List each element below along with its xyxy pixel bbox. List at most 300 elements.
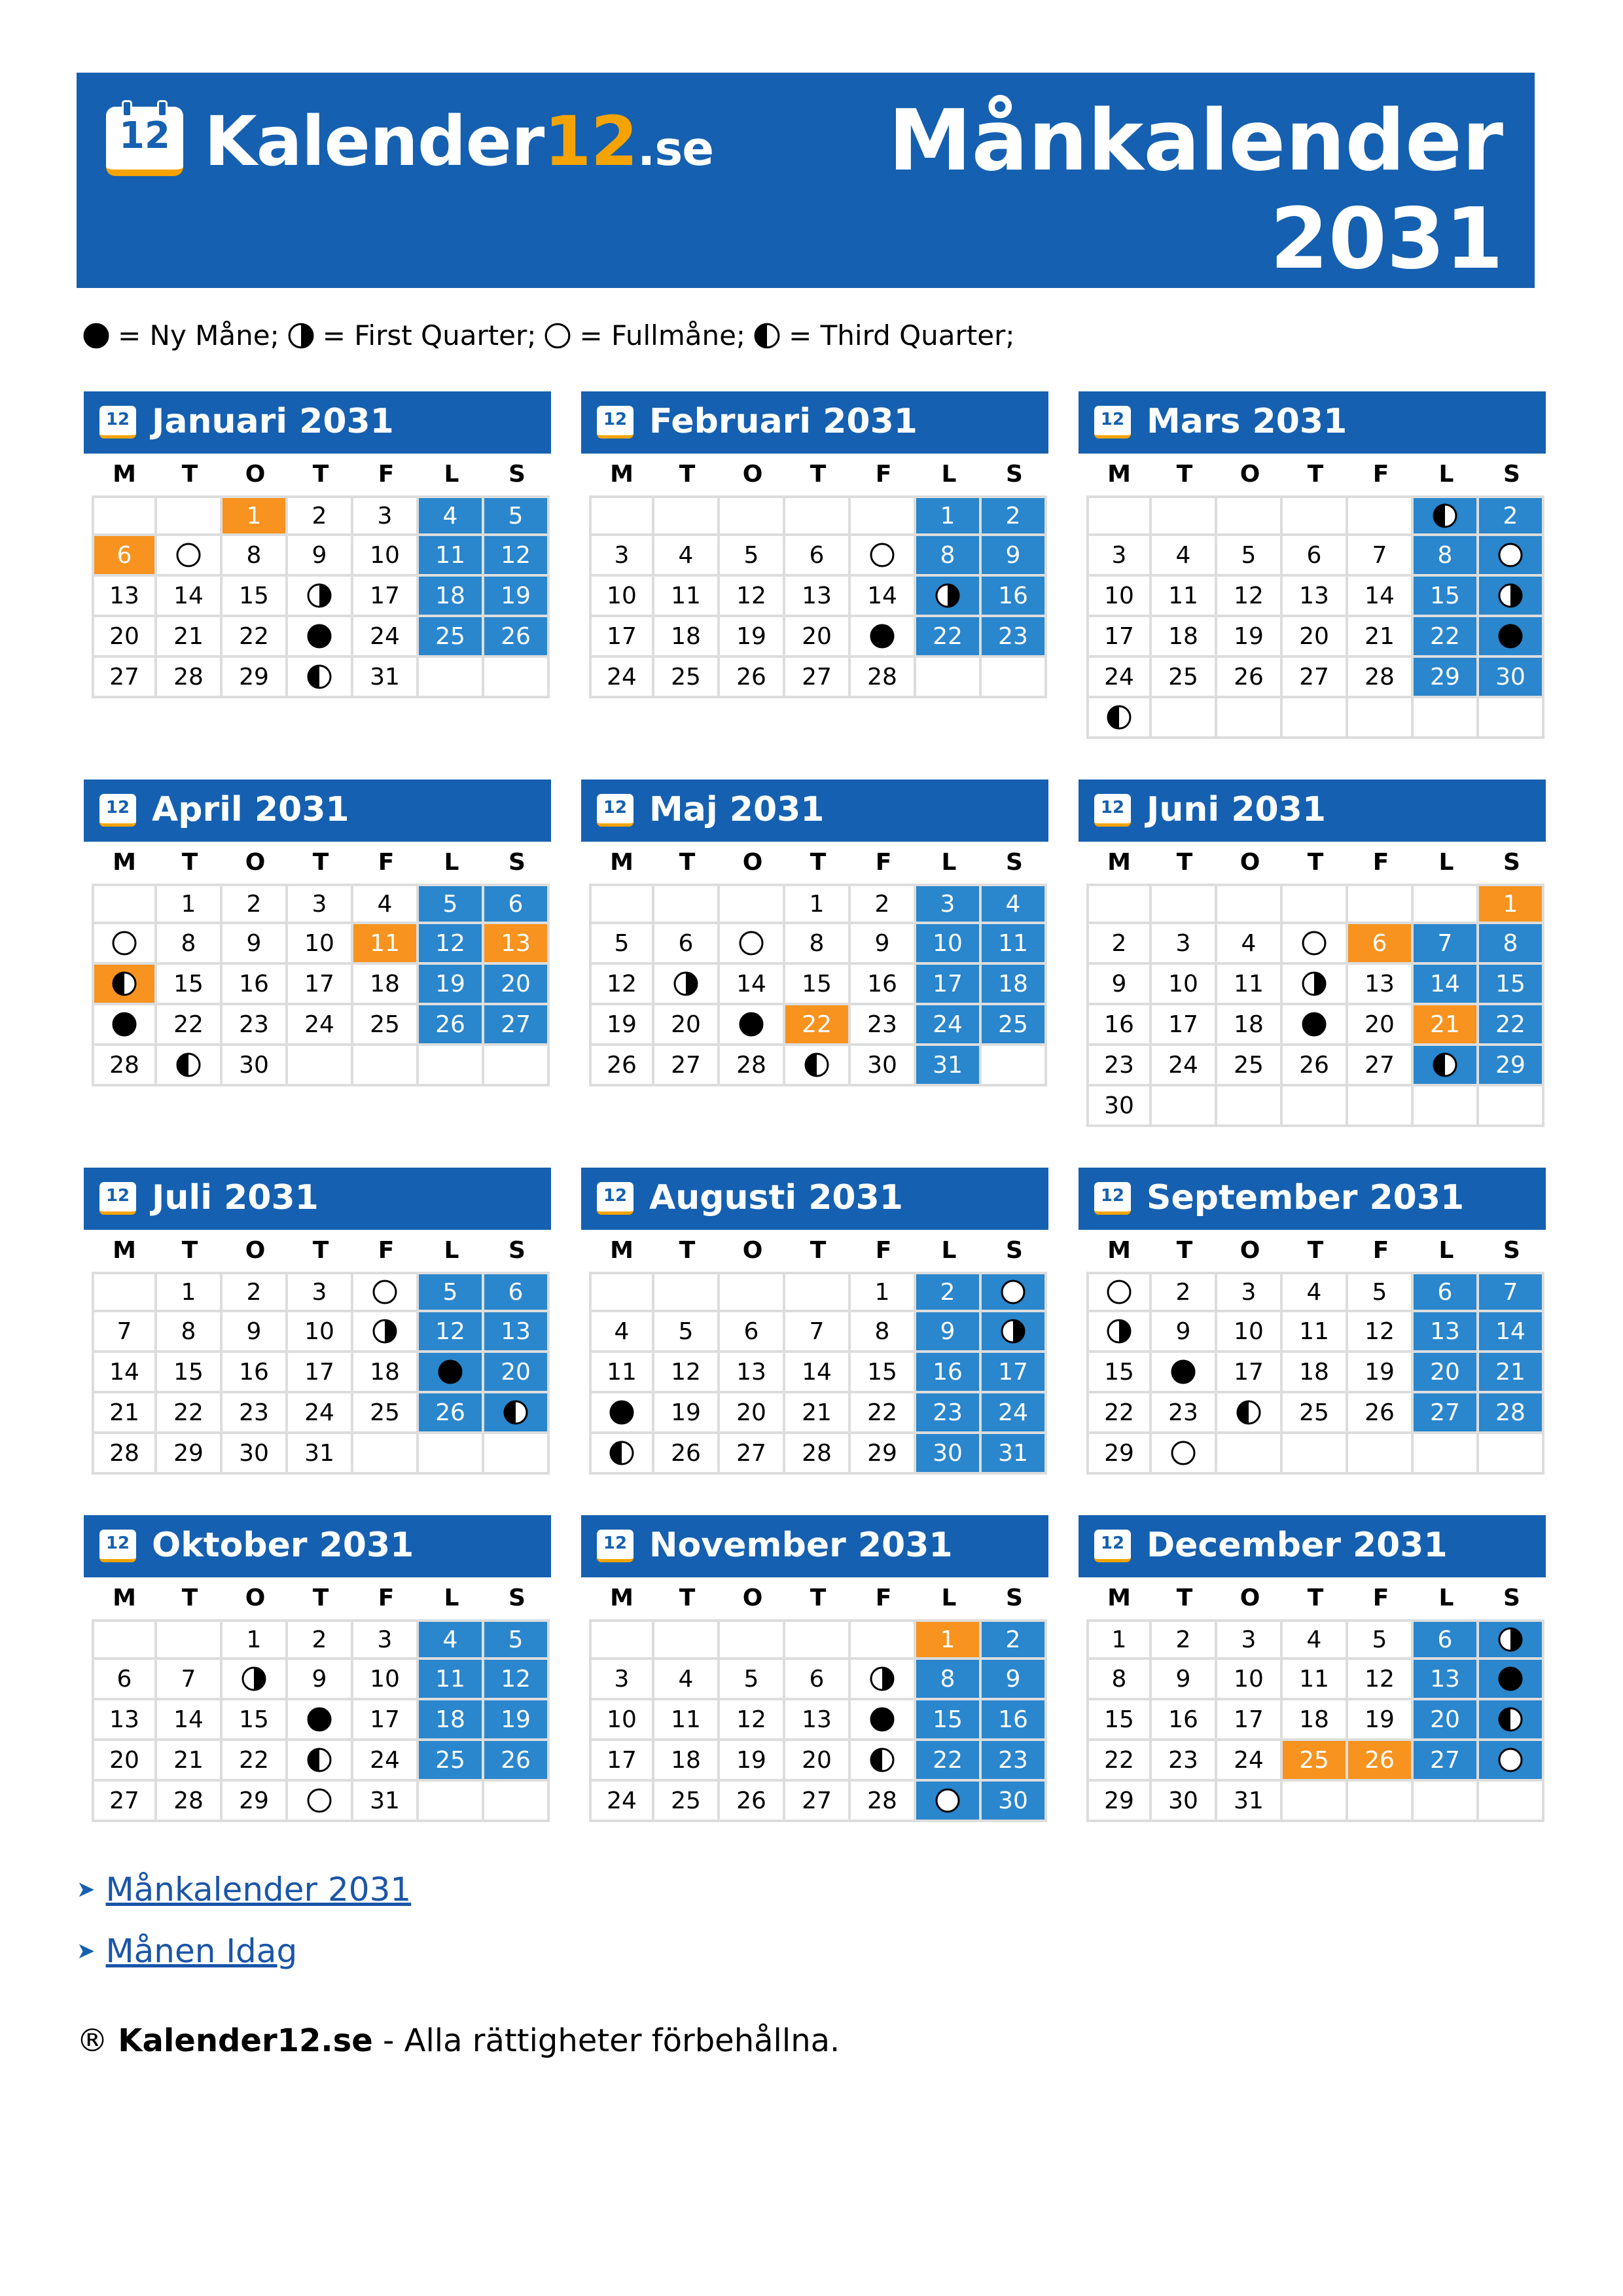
day-cell: 31 [916, 1046, 982, 1086]
empty-cell [484, 1782, 550, 1822]
day-cell: 23 [916, 1393, 982, 1434]
weekday-label: F [875, 849, 892, 876]
day-grid [1086, 884, 1546, 1127]
day-cell: 11 [353, 924, 419, 965]
day-cell: 18 [419, 1700, 484, 1741]
day-cell: 22 [851, 1393, 916, 1434]
empty-cell [1217, 1434, 1283, 1475]
empty-cell [1283, 495, 1348, 536]
day-cell: 9 [1086, 965, 1152, 1005]
day-cell: 9 [288, 1660, 353, 1700]
weekday-label: T [312, 1585, 329, 1611]
day-cell [720, 1005, 785, 1046]
calendar-icon: 12 [1094, 1530, 1131, 1562]
weekday-header-row [1079, 1230, 1546, 1272]
day-cell: 10 [1086, 577, 1152, 617]
first-quarter-icon [869, 1666, 895, 1692]
day-cell: 24 [288, 1005, 353, 1046]
empty-cell [589, 884, 654, 924]
arrow-right-icon: ➤ [77, 1876, 96, 1903]
day-cell: 18 [1283, 1353, 1348, 1393]
day-cell [419, 1353, 484, 1393]
day-cell: 1 [1479, 884, 1544, 924]
day-cell: 1 [851, 1272, 916, 1312]
first-quarter-icon [1106, 1318, 1132, 1344]
empty-cell [419, 1046, 484, 1086]
day-cell: 20 [1348, 1005, 1414, 1046]
day-grid [589, 495, 1048, 698]
empty-cell [1283, 1434, 1348, 1475]
day-cell: 19 [720, 617, 785, 658]
day-cell [288, 617, 353, 658]
day-cell: 13 [92, 1700, 157, 1741]
day-cell: 11 [982, 924, 1047, 965]
day-cell: 19 [484, 577, 550, 617]
day-cell: 13 [1414, 1660, 1479, 1700]
day-cell: 7 [785, 1312, 851, 1353]
weekday-label: T [1176, 461, 1193, 488]
third-quarter-icon [306, 1747, 332, 1773]
day-cell: 10 [1217, 1312, 1283, 1353]
month-header [581, 391, 1048, 454]
day-cell: 28 [92, 1434, 157, 1475]
empty-cell [982, 1046, 1047, 1086]
day-cell: 17 [288, 965, 353, 1005]
day-cell: 20 [92, 617, 157, 658]
month-title: November 2031 [649, 1526, 953, 1565]
day-cell: 27 [92, 1782, 157, 1822]
day-cell: 8 [157, 924, 223, 965]
day-cell: 6 [785, 1660, 851, 1700]
empty-cell [1348, 1086, 1414, 1127]
day-cell: 14 [157, 1700, 223, 1741]
day-cell: 28 [157, 1782, 223, 1822]
day-cell: 26 [589, 1046, 654, 1086]
weekday-header-row [1079, 1577, 1546, 1619]
full-moon-icon [1497, 542, 1524, 568]
day-cell: 9 [288, 536, 353, 577]
month-header [1079, 780, 1546, 842]
weekday-label: M [1107, 1585, 1131, 1611]
empty-cell [419, 658, 484, 698]
legend-label: = First Quarter; [322, 319, 537, 351]
day-cell: 4 [589, 1312, 654, 1353]
day-cell [1479, 1660, 1544, 1700]
first-quarter-icon [673, 971, 699, 997]
weekday-label: F [1372, 461, 1389, 488]
day-grid [589, 1619, 1048, 1822]
weekday-label: F [378, 849, 395, 876]
weekday-label: T [679, 461, 696, 488]
day-cell: 8 [1086, 1660, 1152, 1700]
weekday-header-row [84, 1230, 551, 1272]
day-cell: 26 [484, 1741, 550, 1782]
day-cell: 2 [1152, 1619, 1217, 1660]
day-cell: 4 [353, 884, 419, 924]
day-cell [92, 924, 157, 965]
related-links [77, 1871, 411, 1994]
day-cell: 18 [1152, 617, 1217, 658]
day-cell: 27 [1348, 1046, 1414, 1086]
month-calendar [84, 391, 551, 698]
page-title: Månkalender 2031 [888, 92, 1503, 288]
new-moon-icon [82, 322, 110, 350]
day-cell [1152, 1434, 1217, 1475]
new-moon-icon [306, 1706, 332, 1732]
weekday-header-row [581, 1230, 1048, 1272]
day-cell: 11 [419, 536, 484, 577]
day-cell: 1 [785, 884, 851, 924]
day-cell: 21 [157, 617, 223, 658]
third-quarter-icon [609, 1440, 635, 1466]
empty-cell [589, 495, 654, 536]
day-cell: 12 [419, 1312, 484, 1353]
weekday-label: L [941, 1585, 957, 1611]
day-cell: 12 [484, 536, 550, 577]
day-cell: 15 [157, 1353, 223, 1393]
day-cell: 9 [851, 924, 916, 965]
legend-label: = Fullmåne; [579, 319, 746, 351]
weekday-label: T [810, 461, 827, 488]
new-moon-icon [1170, 1359, 1196, 1385]
day-cell: 3 [1217, 1272, 1283, 1312]
link-moon-today[interactable]: ➤ Månen Idag [77, 1932, 298, 1970]
day-cell: 16 [982, 1700, 1047, 1741]
weekday-label: T [1307, 1237, 1324, 1264]
weekday-label: S [1006, 461, 1023, 488]
day-cell: 15 [223, 577, 288, 617]
weekday-label: T [679, 849, 696, 876]
weekday-label: T [1307, 461, 1324, 488]
day-cell: 13 [484, 1312, 550, 1353]
month-header [84, 780, 551, 842]
legend-label: = Ny Måne; [118, 319, 279, 351]
calendar-icon: 12 [99, 1182, 136, 1215]
day-cell: 5 [419, 884, 484, 924]
day-cell: 28 [785, 1434, 851, 1475]
third-quarter-icon [111, 971, 137, 997]
day-cell: 25 [1283, 1393, 1348, 1434]
empty-cell [851, 495, 916, 536]
weekday-label: T [1176, 1585, 1193, 1611]
day-cell [1479, 1741, 1544, 1782]
day-cell: 16 [982, 577, 1047, 617]
day-cell: 6 [785, 536, 851, 577]
day-cell: 15 [223, 1700, 288, 1741]
weekday-label: L [941, 461, 957, 488]
day-cell: 19 [720, 1741, 785, 1782]
day-cell: 30 [1086, 1086, 1152, 1127]
day-cell: 25 [353, 1005, 419, 1046]
day-cell [982, 1312, 1047, 1353]
calendar-icon: 12 [1094, 406, 1131, 439]
day-cell: 17 [353, 1700, 419, 1741]
day-cell: 24 [916, 1005, 982, 1046]
day-cell: 5 [419, 1272, 484, 1312]
empty-cell [720, 1619, 785, 1660]
day-cell [851, 1741, 916, 1782]
day-cell: 14 [157, 577, 223, 617]
weekday-label: T [312, 461, 329, 488]
day-cell: 22 [1414, 617, 1479, 658]
day-cell: 25 [1217, 1046, 1283, 1086]
full-moon-icon [1301, 930, 1327, 956]
weekday-label: F [378, 1237, 395, 1264]
day-cell: 6 [1348, 924, 1414, 965]
weekday-label: T [1176, 1237, 1193, 1264]
day-grid [92, 884, 551, 1086]
day-cell: 30 [916, 1434, 982, 1475]
day-cell [1086, 1272, 1152, 1312]
empty-cell [1414, 1782, 1479, 1822]
day-cell: 9 [982, 536, 1047, 577]
day-cell [785, 1046, 851, 1086]
day-cell: 2 [288, 1619, 353, 1660]
empty-cell [589, 1619, 654, 1660]
empty-cell [1479, 1086, 1544, 1127]
calendar-icon: 12 [1094, 794, 1131, 827]
new-moon-icon [869, 1706, 895, 1732]
day-cell: 7 [1414, 924, 1479, 965]
weekday-label: L [444, 1585, 459, 1611]
day-cell: 29 [1414, 658, 1479, 698]
day-cell: 7 [157, 1660, 223, 1700]
day-cell: 16 [851, 965, 916, 1005]
day-cell: 27 [654, 1046, 720, 1086]
day-cell: 22 [157, 1005, 223, 1046]
day-cell [288, 1700, 353, 1741]
empty-cell [1479, 1434, 1544, 1475]
logo-wordmark[interactable]: Kalender12.se [204, 101, 714, 181]
weekday-label: O [245, 1585, 266, 1611]
day-cell: 16 [223, 965, 288, 1005]
month-title: Juli 2031 [152, 1178, 319, 1217]
full-moon-icon [175, 542, 202, 568]
month-header [581, 1515, 1048, 1577]
weekday-label: S [1503, 849, 1520, 876]
day-cell: 5 [720, 536, 785, 577]
weekday-label: S [1503, 1585, 1520, 1611]
empty-cell [419, 1434, 484, 1475]
day-cell: 23 [982, 1741, 1047, 1782]
day-cell: 29 [1086, 1434, 1152, 1475]
day-cell: 24 [1086, 658, 1152, 698]
day-grid [1086, 1272, 1546, 1475]
new-moon-icon [738, 1011, 764, 1037]
weekday-label: L [444, 1237, 459, 1264]
day-cell: 3 [288, 884, 353, 924]
weekday-label: T [679, 1585, 696, 1611]
day-cell: 24 [589, 1782, 654, 1822]
day-cell: 31 [982, 1434, 1047, 1475]
day-cell [1479, 617, 1544, 658]
day-cell: 30 [1152, 1782, 1217, 1822]
new-moon-icon [1301, 1011, 1327, 1037]
day-cell: 9 [1152, 1660, 1217, 1700]
month-title: December 2031 [1147, 1526, 1448, 1565]
legend-item [544, 319, 745, 351]
day-cell: 29 [157, 1434, 223, 1475]
day-cell [1479, 1700, 1544, 1741]
day-cell: 2 [1479, 495, 1544, 536]
empty-cell [353, 1434, 419, 1475]
day-cell: 31 [353, 658, 419, 698]
empty-cell [484, 658, 550, 698]
weekday-label: T [810, 1585, 827, 1611]
weekday-label: S [1503, 1237, 1520, 1264]
day-cell: 14 [851, 577, 916, 617]
weekday-label: L [941, 849, 957, 876]
day-cell: 14 [720, 965, 785, 1005]
day-cell: 25 [419, 1741, 484, 1782]
day-cell: 2 [851, 884, 916, 924]
day-cell [589, 1393, 654, 1434]
first-quarter-icon [1000, 1318, 1026, 1344]
day-cell: 20 [720, 1393, 785, 1434]
day-cell [1086, 1312, 1152, 1353]
weekday-label: T [312, 849, 329, 876]
day-cell: 7 [1479, 1272, 1544, 1312]
day-cell: 9 [1152, 1312, 1217, 1353]
day-cell [589, 1434, 654, 1475]
day-cell: 3 [589, 1660, 654, 1700]
day-cell: 26 [1348, 1393, 1414, 1434]
weekday-label: O [742, 1237, 763, 1264]
day-cell: 1 [157, 884, 223, 924]
day-cell [1479, 1619, 1544, 1660]
day-cell: 26 [720, 1782, 785, 1822]
empty-cell [1086, 495, 1152, 536]
day-cell: 27 [720, 1434, 785, 1475]
day-cell: 5 [1348, 1272, 1414, 1312]
month-calendar [581, 391, 1048, 698]
day-cell: 26 [1217, 658, 1283, 698]
third-quarter-icon [175, 1052, 202, 1078]
day-cell: 11 [654, 577, 720, 617]
calendar-icon: 12 [597, 794, 633, 827]
day-cell: 22 [1086, 1741, 1152, 1782]
new-moon-icon [1497, 1666, 1524, 1692]
legend-item [287, 319, 537, 351]
day-cell: 27 [1283, 658, 1348, 698]
day-cell: 11 [1283, 1660, 1348, 1700]
day-cell: 6 [1414, 1272, 1479, 1312]
empty-cell [851, 1619, 916, 1660]
weekday-label: T [1176, 849, 1193, 876]
day-cell: 8 [223, 536, 288, 577]
day-cell: 23 [1086, 1046, 1152, 1086]
weekday-label: T [679, 1237, 696, 1264]
day-cell: 3 [916, 884, 982, 924]
third-quarter-icon [869, 1747, 895, 1773]
third-quarter-icon [1432, 503, 1458, 529]
full-moon-icon [1170, 1440, 1196, 1466]
day-cell: 20 [484, 965, 550, 1005]
day-cell: 23 [223, 1005, 288, 1046]
day-cell [288, 1741, 353, 1782]
month-title: Mars 2031 [1147, 402, 1347, 441]
third-quarter-icon [306, 664, 332, 690]
empty-cell [916, 658, 982, 698]
day-cell: 28 [1348, 658, 1414, 698]
day-cell: 1 [223, 1619, 288, 1660]
month-title: Maj 2031 [649, 790, 825, 829]
day-cell [1283, 1005, 1348, 1046]
day-cell: 29 [223, 1782, 288, 1822]
day-cell: 30 [982, 1782, 1047, 1822]
month-calendar [1079, 780, 1546, 1127]
empty-cell [92, 884, 157, 924]
third-quarter-icon [1497, 1706, 1524, 1732]
weekday-label: F [1372, 1237, 1389, 1264]
day-cell: 12 [720, 577, 785, 617]
day-cell: 25 [419, 617, 484, 658]
full-moon-icon [306, 1787, 332, 1814]
empty-cell [92, 1619, 157, 1660]
day-cell: 20 [484, 1353, 550, 1393]
day-cell: 19 [1217, 617, 1283, 658]
day-cell: 22 [223, 1741, 288, 1782]
empty-cell [1217, 698, 1283, 739]
day-cell: 8 [1479, 924, 1544, 965]
weekday-label: S [508, 849, 526, 876]
link-moon-calendar[interactable]: ➤ Månkalender 2031 [77, 1871, 412, 1909]
day-cell: 7 [92, 1312, 157, 1353]
day-cell: 23 [982, 617, 1047, 658]
day-cell: 12 [1348, 1660, 1414, 1700]
weekday-label: S [1006, 849, 1023, 876]
weekday-label: M [610, 1585, 633, 1611]
day-cell [851, 1700, 916, 1741]
day-cell: 1 [157, 1272, 223, 1312]
day-cell: 4 [654, 536, 720, 577]
day-cell [1414, 495, 1479, 536]
weekday-label: S [508, 1237, 526, 1264]
day-cell: 19 [419, 965, 484, 1005]
weekday-label: M [1107, 1237, 1131, 1264]
empty-cell [484, 1046, 550, 1086]
empty-cell [1479, 1782, 1544, 1822]
weekday-label: F [1372, 1585, 1389, 1611]
new-moon-icon [111, 1011, 137, 1037]
month-calendar [581, 1168, 1048, 1475]
day-cell: 23 [1152, 1741, 1217, 1782]
day-cell: 18 [353, 965, 419, 1005]
day-cell: 12 [654, 1353, 720, 1393]
day-cell: 5 [484, 1619, 550, 1660]
day-cell: 24 [982, 1393, 1047, 1434]
empty-cell [288, 1046, 353, 1086]
day-cell: 27 [785, 1782, 851, 1822]
legend-item [82, 319, 279, 351]
month-header [581, 1168, 1048, 1230]
month-calendar [581, 780, 1048, 1086]
first-quarter-icon [287, 322, 315, 350]
new-moon-icon [609, 1399, 635, 1426]
day-cell: 20 [785, 1741, 851, 1782]
month-title: Juni 2031 [1147, 790, 1327, 829]
day-cell: 10 [589, 577, 654, 617]
day-cell: 17 [916, 965, 982, 1005]
day-cell: 13 [484, 924, 550, 965]
weekday-label: S [508, 461, 526, 488]
day-cell: 25 [1152, 658, 1217, 698]
third-quarter-icon [1236, 1399, 1262, 1426]
day-cell: 2 [223, 1272, 288, 1312]
empty-cell [1348, 1434, 1414, 1475]
day-cell: 4 [1283, 1619, 1348, 1660]
day-cell [916, 577, 982, 617]
